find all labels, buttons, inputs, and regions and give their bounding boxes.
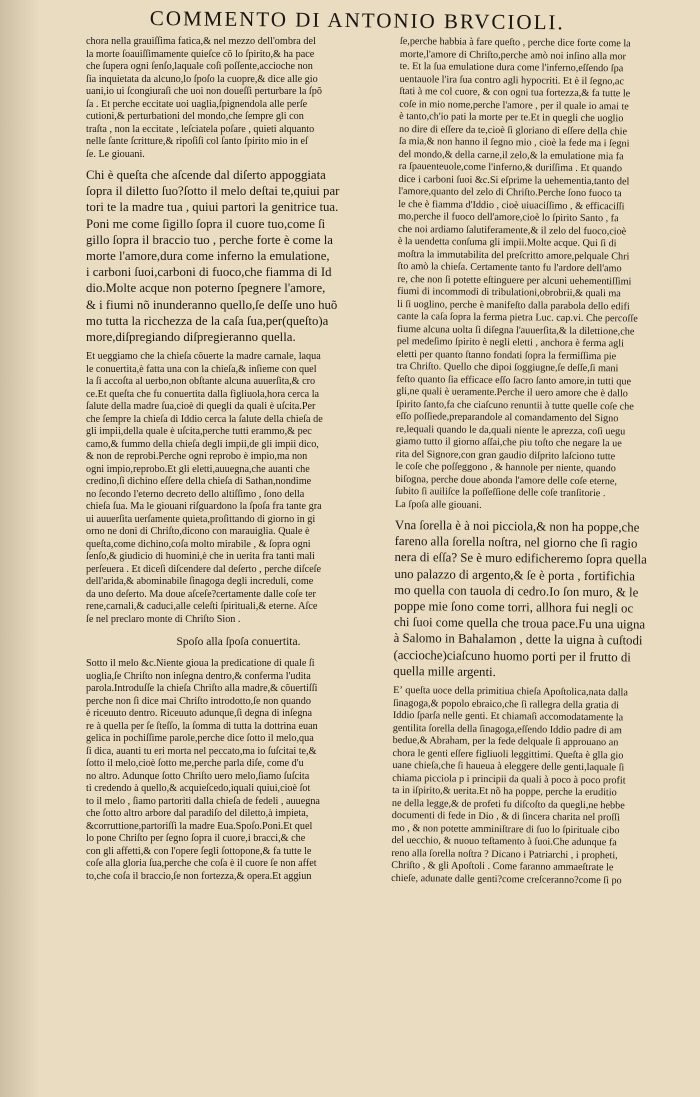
section-heading: Spoſo alla ſpoſa conuertita. [176,636,301,649]
running-header: COMMENTO DI ANTONIO BRVCIOLI. [149,6,565,35]
commentary-paragraph: chora nella grauiſſima fatica,& nel mezzo dell'ombra del la morte ſoauiſſimamente quieſce cõ lo ſpirito,& ha pace che ſupera ogni ſenſo,laquale coſi poſſente,accioche non ſia inquietata da alcuno,lo ſpoſo la cuopre,& dice alle gio uani,io ui ſcongiuraſi che uoi non doueſſi perturbare la ſpõ ſa . Et perche eccitate uoi uaglia,ſpignendola alle perſe cutioni,& perturbationi del mondo,che ſempre gli con traſta , non la eccitate , leſciatela poſare , quieti alquanto nelle ſante ſcritture,& ripoſiſi col ſanto ſpirito mio in eſ ſe. Le giouani. [86,36,322,160]
page-edge-shadow [0,0,40,1097]
commentary-paragraph: ſe,perche habbia à fare queſto , perche dice forte come la morte,l'amore di Chriſto,perche amò noi inſino alla mor te. Et la ſua emulatione dura come l'inferno,eſſendo ſpa uentauole l'ira ſua contro agli hypocriti. Et è il ſegno,ac ſtati à me col cuore, & con ogni tua fortezza,& fa tutte le coſe in mio nome,perche l'amore , per il quale io amai te è tanto,ch'io pati la morte per te.Et in quegli che uoglio no dire di eſſere da te,cioè ſi gloriano di eſſere della chie ſa mia,& non hanno il ſegno mio , cioè la fede ma i ſegni del mondo,& della carne,il zelo,& la emulatione mia fa ra ſpauenteuole,come l'inferno,& duriſſima . Et quando dice i carboni ſuoi &c.Si eſprime la uehementia,tanto del l'amore,quanto del zelo di Chriſto.Perche ſono fuoco ta le che è fiamma d'Iddio , cioè uiuaciſſimo , & efficaciſſi mo,perche il fuoco dell'amore,cioè lo ſpirito Santo , fa che noi ardiamo ſalutiferamente,& il zelo del fuoco,cioè è la uendetta conſuma gli impii.Molte acque. Qui ſi di moſtra la immutabilita del preſcritto amore,pelquale Chri ſto amò la chieſa. Certamente tanto fu l'ardore dell'amo re, che non ſi potette eſtinguere per alcuni uehementiſſimi fiumi di incommodi di tribulationi,obrobrii,& quali ma li ſi uoglino, perche è manifeſto dalla parabola dello edifi cante la caſa ſopra la ferma pietra Luc. cap.vi. Che percoſſe fiume alcuna uolta ſi diſegna l'auuerſita,& la dilettione,che pel medeſimo ſpirito è negli eletti , anchora è ferma agli eletti per quanto ſtanno fondati ſopra la fermiſſima pie tra Chriſto. Quello che dipoi ſoggiugne,ſe deſſe,ſi mani feſto quanto ſia efficace eſſo ſacro ſanto amore,in tutti que gli,ne quali è ueramente.Perche il uero amore che è dallo ſpirito ſanto,fa che ciaſcuno renuntii à tutte quelle coſe che eſſo poſſiede,preparandole al comandamento del Signo re,lequali quando le da,quali niente le aprezza, coſi uegu giamo tutto il giorno aſſai,che piu toſto che negare la ue rita del Signore,con gran gaudio diſprito laſciono tutte le coſe che poſſeggono , & hannole per niente, quando biſogna, perche doue abonda l'amore delle coſe eterne, ſubito ſi auiliſce la poſſeſſione delle coſe tranſitorie . La ſpoſa alle giouani. [395,36,638,511]
scripture-verse: Vna ſorella è à noi picciola,& non ha poppe,che fareno alla ſorella noſtra, nel giorno che ſi ragio nera di eſſa? Se è muro edificheremo ſopra quella uno palazzo di argento,& ſe è porta , fortifichia mo quella con tauola di cedro.Io ſon muro, & le poppe mie ſono come torri, allhora fui negli oc chi ſuoi come quella che troua pace.Fu una uigna à Salomo in Bahalamon , dette la uigna à cuſtodi (accioche)ciaſcuno huomo porti per il frutto di quella mille argenti. [393,517,647,679]
commentary-paragraph: Et ueggiamo che la chieſa cõuerte la madre carnale, laqua le conuertita,è fatta una con la chieſa,& inſieme con quel la ſi accoſta al uerbo,non obſtante alcuna auuerſita,& cro ce.Et queſta che fu conuertita dalla figliuola,hora cerca la ſalute della madre ſua,cioè di quegli da quali è uſcita.Per che ſempre la chieſa di Iddio cerca la ſalute della chieſa de gli impii,della quale è uſcita,perche tutti erammo,& pec camo,& fummo della chieſa degli impii,de gli impii dico, & non de reprobi.Perche ogni reprobo è impio,ma non ogni impio,reprobo.Et gli eletti,auuegna,che auanti che credino,ſi dichino eſſere della chieſa di Sathan,nondime no ſecondo l'eterno decreto dello altiſſimo , ſono della chieſa ſua. Ma le giouani riſguardono la ſpoſa fra tante gra ui auuerſita uerſamente quieta,proſittando di giorno in gi orno ne doni di Chriſto,dicono con marauiglia. Quale è queſta,come dichino,coſa molto mirabile , & ſopra ogni ſenſo,& giudicio di huomini,è che in uerita fra tanti mali perſeuera . Et diceſi diſcendere dal deſerto , perche diſceſe dell'arida,& abominabile ſinagoga degli increduli, come da uno deſerto. Ma doue aſceſe?certamente dalle coſe ter rene,carnali,& caduci,alle celeſti ſpirituali,& eterne. Aſce ſe nel preclaro monte di Chriſto Sion . [86,351,323,625]
scripture-verse: Chi è queſta che aſcende dal diſerto appoggiata ſopra il diletto ſuo?ſotto il melo deſtai te,quiui par tori te la madre tua , quiui partori la genitrice tua. Poni me come ſigillo ſopra il cuore tuo,come ſi gillo ſopra il braccio tuo , perche forte è come la morte l'amore,dura come inferno la emulatione, i carboni ſuoi,carboni di fuoco,che fiamma di Id dio.Molte acque non poterno ſpegnere l'amore, & i fiumi nõ inunderanno quello,ſe deſſe uno huõ mo tutta la ricchezza de la caſa ſua,per(queſto)a more,diſpregiando diſpregieranno quella. [86,168,340,345]
right-column [389,36,692,1097]
commentary-paragraph: Eʼ queſta uoce della primitiua chieſa Apoſtolica,nata dalla ſinagoga,& popolo ebraico,che ſi rallegra della gratia di Iddio ſparſa nelle genti. Et chiamaſi accomodatamente la gentilita ſorella della ſinagoga,eſſendo Iddio padre di am bedue,& Abraham, per la fede delquale ſi approuano an chora le genti eſſere figliuoli leggittimi. Queſta è glla gio uane chieſa,che ſi haueua à eleggere delle genti,laquale ſi chiama picciola p i principii da quali à poco à poco profit ta in iſpirito,& uerita.Et nõ ha poppe, perche la eruditio ne della legge,& de profeti fu diſcoſto da quegli,ne hebbe documenti di fede in Dio , & di ſincera charita nel proſſi mo , & non potette amminiſtrare di ſuo lo ſpirituale cibo del uecchio, & nuouo teſtamento à ſuoi.Che adunque fa reno alla ſorella noſtra ? Dicano i Patriarchi , i propheti, Chriſto , & gli Apoſtoli . Come faranno ammaeſtrate le chieſe, adunate dalle genti?come creſceranno?come ſi po [391,684,628,886]
left-column [86,36,391,1094]
commentary-paragraph: Sotto il melo &c.Niente gioua la predicatione di quale ſi uoglia,ſe Chriſto non inſegna dentro,& conferma l'udita parola.Introduſſe la chieſa Chriſto alla madre,& cõuertiſſi perche non ſi dice mai Chriſto introdotto,ſe non quando è riceuuto dentro. Riceuuto adunque,ſi degna di inſegna re à quella per ſe ſteſſo, la ſomma di tutta la dottrina euan gelica in pochiſſime parole,perche dice ſotto il melo,qua ſi dica, auanti tu eri morta nel peccato,ma io ſuſcitai te,& ſotto il melo,cioè ſotto me,perche parla diſe, come d'u no altro. Adunque ſotto Chriſto uero melo,ſiamo ſuſcita ti credendo à quello,& acquieſcedo,iquali quiui,cioè ſot to il melo , ſiamo partoriti dalla chieſa de fedeli , auuegna che ſotto altro arbore dal paradiſo del diletto,à impieta, &corruttione,partoriſſi la madre Eua.Spoſo.Poni.Et quel lo pone Chriſto per ſegno ſopra il cuore,i bracci,& che con gli affetti,& con l'opere ſegli ſottopone,& fa tutte le coſe alla gloria ſua,perche che coſa è il cuore ſe non affet to,che coſa il braccio,ſe non fortezza,& opera.Et aggiun [86,658,320,882]
